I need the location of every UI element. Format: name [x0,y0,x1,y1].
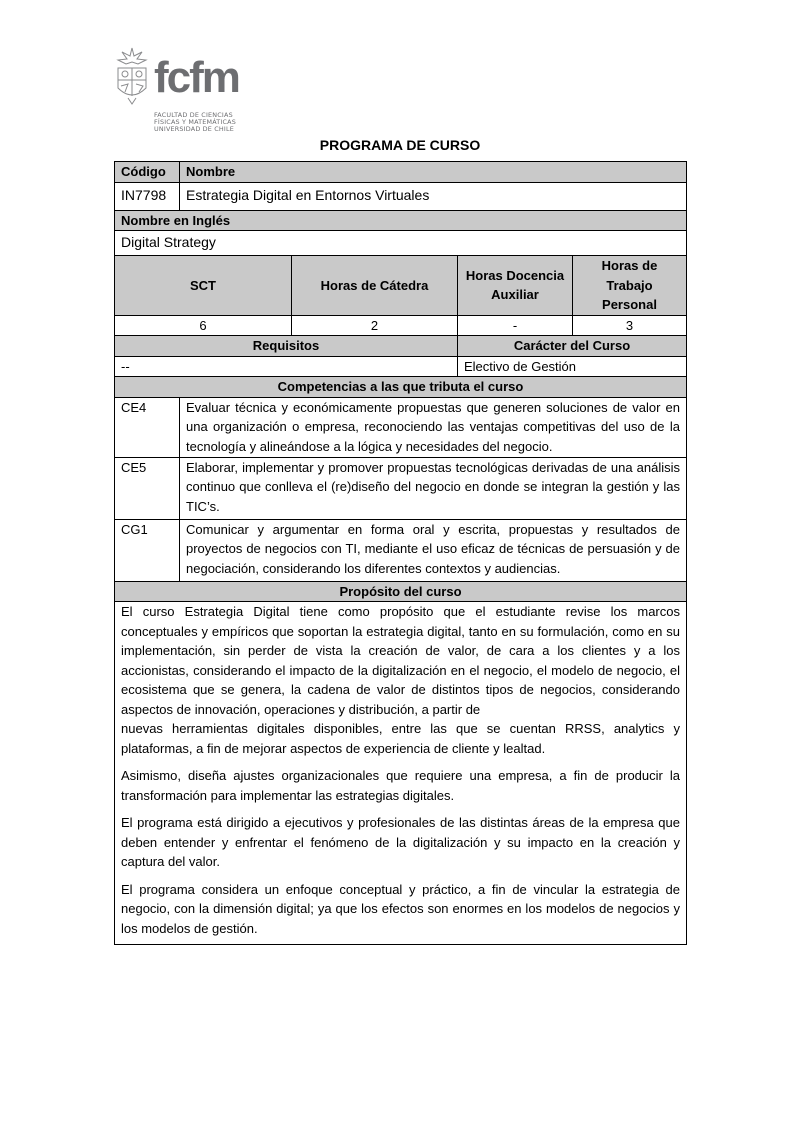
purpose-paragraph: nuevas herramientas digitales disponibles, entre las que se cuentan RRSS, analytics y plataformas, a fin de mejorar aspectos de experiencia de cliente y lealtad. [121,721,680,756]
competency-row [115,397,687,457]
purpose-body [115,602,687,945]
competency-code: CG1 [115,519,180,581]
english-name-row [115,231,687,256]
hours-header-row [115,256,687,316]
purpose-row [115,602,687,945]
competency-code: CE4 [115,397,180,457]
fcfm-logo [112,46,252,138]
competency-row [115,519,687,581]
personal-value: 3 [573,315,687,336]
code-name-row [115,182,687,210]
auxiliar-value: - [458,315,573,336]
purpose-header-row [115,581,687,602]
sct-header: SCT [115,256,292,316]
competency-row [115,457,687,519]
code-header: Código [115,162,180,183]
requirements-value: -- [115,356,458,377]
requirements-row [115,356,687,377]
competency-text: Comunicar y argumentar en forma oral y escrita, propuestas y resultados de proyectos de negocios con TI, mediante el uso eficaz de técnicas de persuasión y de negociación, considerando los diferentes contextos y audiencias. [180,519,687,581]
page-title: PROGRAMA DE CURSO [319,137,481,153]
english-name-header-row [115,210,687,231]
purpose-paragraph: El curso Estrategia Digital tiene como propósito que el estudiante revise los marcos conceptuales y empíricos que soportan la estrategia digital, tanto en su formulación, como en su implementación, sin perder de vista la creación de valor, de cara a los clientes y a los accionistas, considerando el impacto de la digitalización en el negocio, el modelo de negocio, el ecosistema que se genera, la cadena de valor de distintos tipos de negocios, considerando aspectos de innovación, operaciones y distribución, a partir de [121,604,680,717]
competencies-header-row [115,377,687,398]
competencies-header: Competencias a las que tributa el curso [115,377,687,398]
competency-code: CE5 [115,457,180,519]
course-name: Estrategia Digital en Entornos Virtuales [180,182,687,210]
english-name: Digital Strategy [115,231,687,256]
sct-value: 6 [115,315,292,336]
logo-subtitle: FACULTAD DE CIENCIAS FÍSICAS Y MATEMÁTICAS UNIVERSIDAD DE CHILE [154,111,236,133]
name-header: Nombre [180,162,687,183]
personal-header: Horas de Trabajo Personal [573,256,687,316]
course-code: IN7798 [115,182,180,210]
catedra-value: 2 [292,315,458,336]
purpose-header: Propósito del curso [115,581,687,602]
purpose-paragraph: El programa considera un enfoque conceptual y práctico, a fin de vincular la estrategia de negocio, con la dimensión digital; ya que los efectos son enormes en los modelos de negocios y los modelos de gestión. [121,881,680,936]
requirements-header-row [115,336,687,357]
course-program-table [114,161,687,945]
character-header: Carácter del Curso [458,336,687,357]
requirements-header: Requisitos [115,336,458,357]
character-value: Electivo de Gestión [458,356,687,377]
hours-values-row [115,315,687,336]
code-name-header-row [115,162,687,183]
logo-wordmark: fcfm [154,53,239,102]
auxiliar-header: Horas Docencia Auxiliar [458,256,573,316]
university-seal-icon [112,46,152,106]
competency-text: Evaluar técnica y económicamente propuestas que generen soluciones de valor en una organización o empresa, reconociendo las ventajas competitivas del uso de la tecnología y alineándose a la lógica y necesidades del negocio. [180,397,687,457]
catedra-header: Horas de Cátedra [292,256,458,316]
competency-text: Elaborar, implementar y promover propuestas tecnológicas derivadas de una análisis continuo que conlleva el (re)diseño del negocio en donde se integran la gestión y las TIC’s. [180,457,687,519]
purpose-paragraph: Asimismo, diseña ajustes organizacionales que requiere una empresa, a fin de producir la transformación para implementar las estrategias digitales. [121,768,680,803]
purpose-paragraph: El programa está dirigido a ejecutivos y profesionales de las distintas áreas de la empresa que deben entender y enfrentar el fenómeno de la digitalización y su impacto en la creación y captura del valor. [121,815,680,869]
english-name-header: Nombre en Inglés [115,210,687,231]
